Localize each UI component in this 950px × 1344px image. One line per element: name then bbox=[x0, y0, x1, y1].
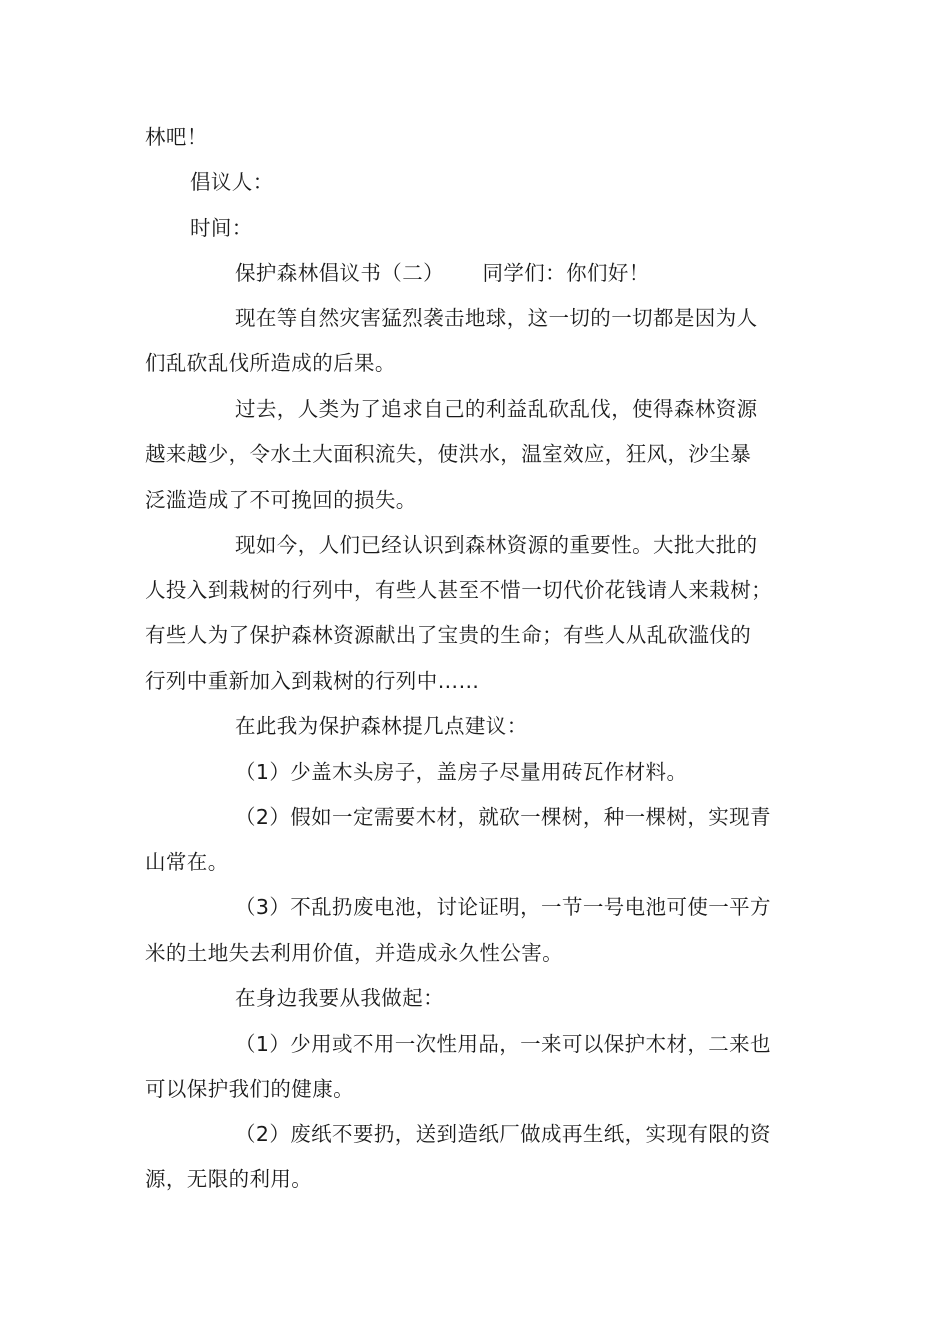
list-item: （1）少盖木头房子，盖房子尽量用砖瓦作材料。 bbox=[235, 760, 688, 784]
text-line: 在身边我要从我做起： bbox=[235, 986, 444, 1010]
text-line: 越来越少，令水土大面积流失，使洪水，温室效应，狂风，沙尘暴 bbox=[145, 442, 752, 466]
text-line: 源，无限的利用。 bbox=[145, 1167, 313, 1191]
text-line: 山常在。 bbox=[145, 850, 229, 874]
list-item: （2）假如一定需要木材，就砍一棵树，种一棵树，实现青 bbox=[235, 805, 771, 829]
text-line: 现在等自然灾害猛烈袭击地球，这一切的一切都是因为人 bbox=[235, 306, 758, 330]
text-line: 泛滥造成了不可挽回的损失。 bbox=[145, 488, 417, 512]
text-line: 行列中重新加入到栽树的行列中…… bbox=[145, 669, 480, 693]
list-item: （2）废纸不要扔，送到造纸厂做成再生纸，实现有限的资 bbox=[235, 1122, 771, 1146]
text-line: 米的土地失去利用价值，并造成永久性公害。 bbox=[145, 941, 563, 965]
list-item: （3）不乱扔废电池，讨论证明，一节一号电池可使一平方 bbox=[235, 895, 771, 919]
text-line: 在此我为保护森林提几点建议： bbox=[235, 714, 528, 738]
text-line: 们乱砍乱伐所造成的后果。 bbox=[145, 351, 396, 375]
text-line: 时间： bbox=[190, 216, 253, 240]
text-line: 倡议人： bbox=[190, 170, 274, 194]
text-line: 现如今，人们已经认识到森林资源的重要性。大批大批的 bbox=[235, 533, 758, 557]
text-line: 人投入到栽树的行列中，有些人甚至不惜一切代价花钱请人来栽树； bbox=[145, 578, 772, 602]
list-item: （1）少用或不用一次性用品，一来可以保护木材，二来也 bbox=[235, 1032, 771, 1056]
section-heading: 保护森林倡议书（二） 同学们：你们好！ bbox=[235, 261, 650, 285]
text-line: 过去，人类为了追求自己的利益乱砍乱伐，使得森林资源 bbox=[235, 397, 758, 421]
text-line: 可以保护我们的健康。 bbox=[145, 1077, 354, 1101]
text-line: 林吧！ bbox=[145, 125, 208, 149]
text-line: 有些人为了保护森林资源献出了宝贵的生命；有些人从乱砍滥伐的 bbox=[145, 623, 752, 647]
